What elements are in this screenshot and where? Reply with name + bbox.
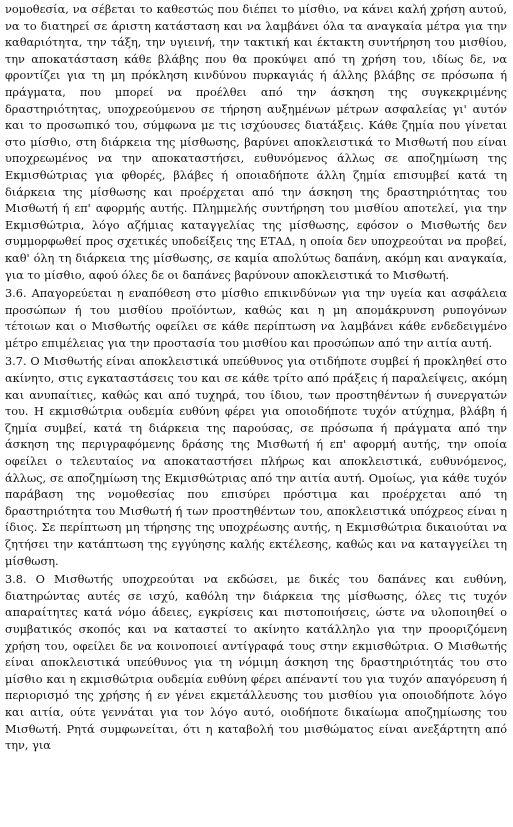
paragraph-3-6: 3.6. Απαγορεύεται η εναπόθεση στο μίσθιο επικινδύνων για την υγεία και ασφάλεια προσώπων ή του μισθίου προϊόντων, καθώς και η μη απομάκρυνση ρυπογόνων τέτοιων και ο Μισθωτής οφείλει σε κάθε περίπτωση να λαμβάνει κάθε ενδεδειγμένο μέτρο επιμέλειας για την προστασία του μισθίου και προσώπων από την αιτία αυτή. bbox=[5, 287, 507, 350]
paragraph-continuation: νομοθεσία, να σέβεται το καθεστώς που διέπει το μίσθιο, να κάνει καλή χρήση αυτού, να το διατηρεί σε άριστη κατάσταση και να λαμβάνει όλα τα αναγκαία μέτρα για την καθαριότητα, την τάξη, την υγιεινή, την τακτική και έκτακτη συντήρηση του μισθίου, την αποκατάσταση κάθε βλάβης που θα προκύψει από τη χρήση του, ιδίως δε, να φροντίζει για τη μη πρόκληση κινδύνου πυρκαγιάς ή άλλης βλάβης σε πρόσωπα ή πράγματα, που μπορεί να προέλθει από την άσκηση της συγκεκριμένης δραστηριότητας, υποχρεούμενου σε τήρηση αυξημένων μέτρων ασφαλείας γι' αυτόν και το προσωπικό του, σύμφωνα με τις ισχύουσες διατάξεις. Κάθε ζημία που γίνεται στο μίσθιο, στη διάρκεια της μίσθωσης, βαρύνει αποκλειστικά το Μισθωτή που είναι υποχρεωμένος να την αποκαταστήσει, ευθυνόμενος άλλως σε αποζημίωση της Εκμισθώτριας για φθορές, βλάβες ή οποιαδήποτε άλλη ζημία επισυμβεί κατά τη διάρκεια της μίσθωσης και προέρχεται από την άσκηση της δραστηριότητας του Μισθωτή ή επ' αφορμής αυτής. Πλημμελής συντήρηση του μισθίου αποτελεί, για την Εκμισθώτρια, λόγο αζήμιας καταγγελίας της μίσθωσης, εφόσον ο Μισθωτής δεν συμμορφωθεί προς σχετικές υποδείξεις της ΕΤΑΔ, η οποία δεν υποχρεούται να προβεί, καθ' όλη τη διάρκεια της μίσθωσης, σε καμία απολύτως δαπάνη, ακόμη και αναγκαία, για το μίσθιο, αφού όλες δε οι δαπάνες βαρύνουν αποκλειστικά το Μισθωτή. bbox=[5, 3, 507, 282]
paragraph-3-7: 3.7. Ο Μισθωτής είναι αποκλειστικά υπεύθυνος για οτιδήποτε συμβεί ή προκληθεί στο ακίνητο, στις εγκαταστάσεις του και σε κάθε τρίτο από πράξεις ή παραλείψεις, ακόμη και ανυπαίτιες, καθώς και από τυχηρά, του ίδιου, των προστηθέντων ή συνεργατών του. Η εκμισθώτρια ουδεμία ευθύνη φέρει για οποιοδήποτε τυχόν ατύχημα, βλάβη ή ζημία συμβεί, κατά τη διάρκεια της παρούσας, σε πρόσωπα ή πράγματα από την άσκηση της περιγραφόμενης δράσης της Μισθωτή ή επ' αφορμή αυτής, την οποία οφείλει ο τελευταίος να αποκαταστήσει πλήρως και αποκλειστικά, ευθυνόμενος, άλλως, σε αποζημίωση της Εκμισθώτριας από την αιτία αυτή. Ομοίως, για κάθε τυχόν παράβαση της νομοθεσίας που επισύρει πρόστιμα και προέρχεται από τη δραστηριότητα του Μισθωτή ή των προστηθέντων του, αποκλειστικά υπόχρεος είναι η ίδιος. Σε περίπτωση μη τήρησης της υποχρέωσης αυτής, η Εκμισθώτρια δικαιούται να ζητήσει την κατάπτωση της εγγύησης καλής εκτέλεσης, καθώς και να καταγγείλει τη μίσθωση. bbox=[5, 355, 507, 568]
paragraph-3-8: 3.8. Ο Μισθωτής υποχρεούται να εκδώσει, με δικές του δαπάνες και ευθύνη, διατηρώντας αυτές σε ισχύ, καθόλη την διάρκεια της μίσθωσης, όλες τις τυχόν απαραίτητες κατά νόμο άδειες, εγκρίσεις και πιστοποιήσεις, ώστε να υλοποιηθεί ο συμβατικός σκοπός και να καταστεί το ακίνητο κατάλληλο για την προοριζόμενη χρήση του, οφείλει δε να κοινοποιεί αντίγραφά τους στην εκμισθώτρια. Ο Μισθωτής είναι αποκλειστικά υπεύθυνος για τη νόμιμη άσκηση της δραστηριότητάς του στο μίσθιο και η εκμισθώτρια ουδεμία ευθύνη φέρει απέναντί του για τυχόν απαγόρευση ή περιορισμό της χρήσης ή εν γένει εκμετάλλευσης του μισθίου για οποιοδήποτε λόγο και αιτία, ούτε γεννάται για τον λόγο αυτό, οιοδήποτε δικαίωμα αποζημίωσης του Μισθωτή. Ρητά συμφωνείται, ότι η καταβολή του μισθώματος είναι ανεξάρτητη από την, για bbox=[5, 573, 507, 753]
